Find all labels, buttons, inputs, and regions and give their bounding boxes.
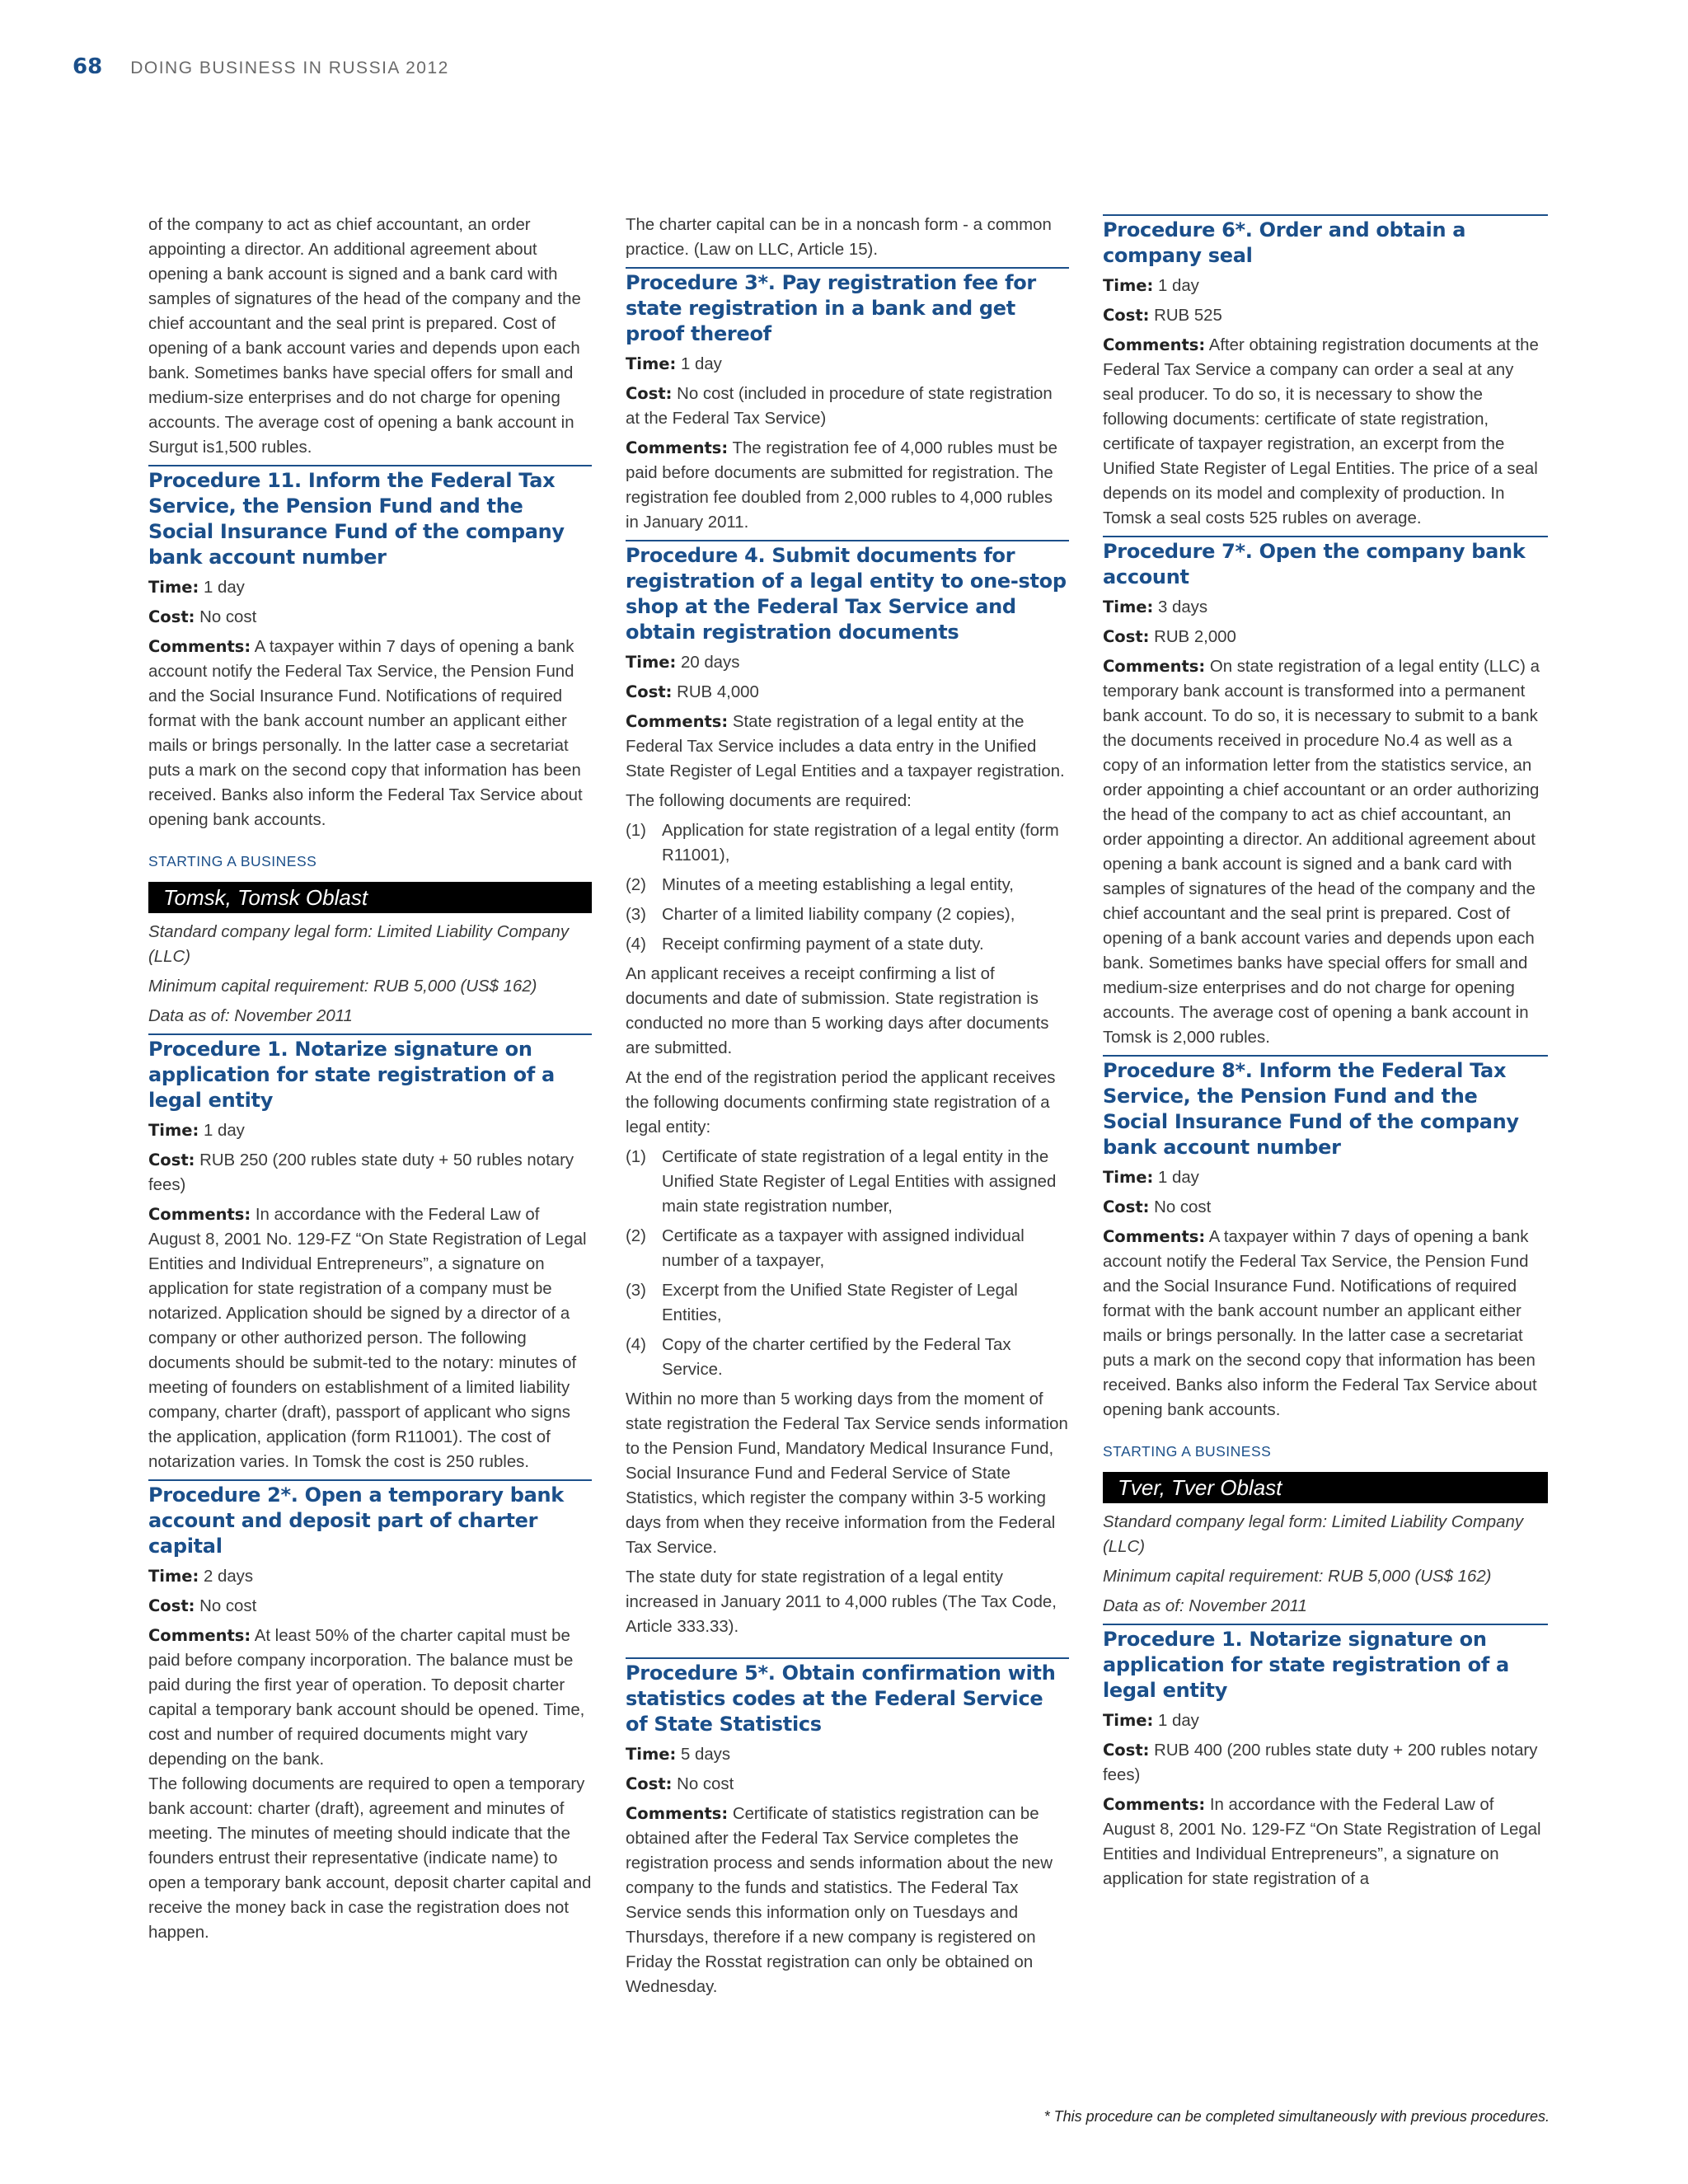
required-documents-list: [626, 818, 1069, 957]
procedure-6: [1103, 218, 1548, 531]
divider: [148, 465, 592, 466]
continued-text: of the company to act as chief accountant, an order appointing a director. An additional agreement about opening a bank account is signed and a bank card with samples of signatures of the head of the company and the chief accountant and the seal print is prepared. Cost of opening of a bank account varies and depends upon each bank. Sometimes banks have special offers for small and medium-size enterprises and do not charge for opening accounts. The average cost of opening a bank account in Surgut is1,500 rubles.: [148, 216, 581, 457]
body-text: An applicant receives a receipt confirming a list of documents and date of submission. State registration is conducted no more than 5 working days after documents are submitted.: [626, 965, 1049, 1057]
comments-row: [148, 1624, 592, 1772]
time-row: [148, 575, 592, 600]
cost-row: [1103, 1195, 1548, 1220]
time-label: Time:: [626, 653, 677, 672]
time-label: Time:: [148, 1567, 199, 1586]
comments-value: In accordance with the Federal Law of August 8, 2001 No. 129-FZ “On State Registration of Legal Entities and Individual Entrepreneurs”, a signature on application for state registration of a company must be notarized. Application should be signed by a director of a company or other authorized person. The following documents should be submit-ted to the notary: minutes of meeting of founders on establishment of a limited liability company, charter (draft), passport of applicant who signs the application, application (form R11001). The cost of notarization varies. In Tomsk the cost is 250 rubles.: [148, 1206, 587, 1471]
section-label: STARTING A BUSINESS: [148, 853, 317, 869]
procedure-1-tomsk: [148, 1037, 592, 1474]
data-date: Data as of: November 2011: [148, 1007, 353, 1025]
list-text: Application for state registration of a legal entity (form R11001),: [662, 822, 1059, 865]
time-value: 1 day: [204, 1122, 245, 1140]
divider: [626, 267, 1069, 269]
comments-label: Comments:: [1103, 335, 1206, 354]
cost-value: RUB 4,000: [677, 683, 759, 701]
legal-form: Standard company legal form: Limited Liability Company (LLC): [1103, 1513, 1524, 1556]
comments-value: The registration fee of 4,000 rubles must be paid before documents are submitted for registration. The registration fee doubled from 2,000 rubles to 4,000 rubles in January 2011.: [626, 439, 1057, 532]
time-row: [626, 352, 1069, 377]
time-value: 2 days: [204, 1568, 254, 1586]
body-text: Within no more than 5 working days from the moment of state registration the Federal Tax Service sends information to the Pension Fund, Mandatory Medical Insurance Fund, Social Insurance Fund and Federal Service of State Statistics, which register the company within 3-5 working days from when they receive information from the Federal Tax Service.: [626, 1390, 1068, 1557]
list-number: (3): [626, 1282, 646, 1300]
divider: [148, 1033, 592, 1035]
list-text: Minutes of a meeting establishing a legal entity,: [662, 876, 1014, 894]
page-number: 68: [73, 54, 103, 79]
cost-row: [148, 1148, 592, 1197]
comments-row: [626, 436, 1069, 535]
city-heading: Tomsk, Tomsk Oblast: [148, 882, 592, 913]
time-value: 3 days: [1158, 598, 1208, 616]
received-documents-list: [626, 1145, 1069, 1382]
cost-row: [148, 1594, 592, 1619]
legal-form: Standard company legal form: Limited Liability Company (LLC): [148, 923, 570, 966]
procedure-11: [148, 468, 592, 832]
time-value: 20 days: [681, 654, 740, 672]
cost-label: Cost:: [148, 1151, 195, 1169]
list-number: (2): [626, 1227, 646, 1245]
comments-value: On state registration of a legal entity (LLC) a temporary bank account is transformed into a permanent bank account. To do so, it is necessary to submit to a bank the documents received in procedure No.4 as well as a copy of an information letter from the statistics service, an order appointing a chief accountant or an order authorizing the head of the company to act as chief accountant, an order appointing a director. An additional agreement about opening a bank account is signed and a bank card with samples of signatures of the head of the company and the chief accountant and the seal print is prepared. Cost of opening of a bank account varies and depends upon each bank. Sometimes banks have special offers for small and medium-size enterprises and do not charge for opening accounts. The average cost of opening a bank account in Tomsk is 2,000 rubles.: [1103, 658, 1540, 1047]
continued-text: The charter capital can be in a noncash form - a common practice. (Law on LLC, Article 15).: [626, 216, 1052, 259]
city-heading: Tver, Tver Oblast: [1103, 1472, 1548, 1503]
time-value: 5 days: [681, 1746, 731, 1764]
procedure-title: Procedure 7*. Open the company bank account: [1103, 540, 1526, 588]
procedure-title: Procedure 4. Submit documents for registration of a legal entity to one-stop shop at the Federal Tax Service and obtain registration documents: [626, 544, 1067, 644]
cost-label: Cost:: [626, 1774, 673, 1793]
list-item: [626, 902, 1069, 927]
procedure-3: [626, 270, 1069, 535]
cost-value: RUB 400 (200 rubles state duty + 200 rubles notary fees): [1103, 1741, 1538, 1784]
time-value: 1 day: [1158, 277, 1199, 295]
procedure-8: [1103, 1058, 1548, 1422]
time-row: [626, 1742, 1069, 1767]
time-label: Time:: [626, 1745, 677, 1764]
list-item: [626, 1333, 1069, 1382]
list-number: (3): [626, 906, 646, 924]
comments-value: At least 50% of the charter capital must be paid before company incorporation. The balance must be paid during the first year of operation. To deposit charter capital a temporary bank account should be opened. Time, cost and number of required documents might vary depending on the bank.: [148, 1627, 585, 1769]
divider: [626, 1657, 1069, 1659]
comments-value: In accordance with the Federal Law of August 8, 2001 No. 129-FZ “On State Registration of Legal Entities and Individual Entrepreneurs”, a signature on application for state registration of a: [1103, 1796, 1541, 1888]
time-value: 1 day: [204, 579, 245, 597]
procedure-7: [1103, 539, 1548, 1050]
body-text: The state duty for state registration of a legal entity increased in January 2011 to 4,000 rubles (The Tax Code, Article 333.33).: [626, 1568, 1057, 1636]
list-number: (1): [626, 1148, 646, 1166]
cost-row: [1103, 1738, 1548, 1788]
time-row: [1103, 595, 1548, 620]
procedure-title: Procedure 3*. Pay registration fee for state registration in a bank and get proof thereof: [626, 271, 1036, 345]
procedure-2: [148, 1483, 592, 1945]
cost-value: No cost: [1154, 1198, 1212, 1216]
divider: [1103, 1055, 1548, 1057]
comments-label: Comments:: [626, 1804, 729, 1823]
list-number: (4): [626, 935, 646, 954]
procedure-title: Procedure 8*. Inform the Federal Tax Service, the Pension Fund and the Social Insurance Fund of the company bank account number: [1103, 1059, 1519, 1159]
cost-value: RUB 525: [1154, 307, 1222, 325]
list-number: (4): [626, 1336, 646, 1354]
body-text: The following documents are required to open a temporary bank account: charter (draft), agreement and minutes of meeting. The minutes of meeting should indicate that the founders entrust their representative (indicate name) to open a temporary bank account, deposit charter capital and receive the money back in case the registration does not happen.: [148, 1775, 592, 1942]
cost-value: No cost: [677, 1775, 734, 1793]
data-date: Data as of: November 2011: [1103, 1597, 1307, 1615]
min-capital: Minimum capital requirement: RUB 5,000 (US$ 162): [1103, 1568, 1492, 1586]
list-text: Receipt confirming payment of a state duty.: [662, 935, 984, 954]
cost-value: No cost: [199, 608, 257, 626]
cost-label: Cost:: [1103, 306, 1150, 325]
time-label: Time:: [148, 578, 199, 597]
cost-label: Cost:: [148, 1596, 195, 1615]
time-label: Time:: [1103, 276, 1154, 295]
divider: [1103, 536, 1548, 537]
body-text: At the end of the registration period the applicant receives the following documents confirming state registration of a legal entity:: [626, 1069, 1056, 1137]
column-1: [148, 213, 592, 1950]
list-item: [626, 932, 1069, 957]
list-intro: The following documents are required:: [626, 792, 912, 810]
comments-label: Comments:: [626, 438, 729, 457]
divider: [1103, 214, 1548, 216]
time-label: Time:: [1103, 598, 1154, 616]
list-item: [626, 1145, 1069, 1219]
time-value: 1 day: [1158, 1169, 1199, 1187]
min-capital: Minimum capital requirement: RUB 5,000 (US$ 162): [148, 977, 537, 996]
list-item: [626, 1278, 1069, 1328]
cost-label: Cost:: [626, 682, 673, 701]
comments-value: After obtaining registration documents at the Federal Tax Service a company can order a seal at any seal producer. To do so, it is necessary to show the following documents: certificate of state registration, certificate of taxpayer registration, an excerpt from the Unified State Register of Legal Entities. The price of a seal depends on its model and complexity of production. In Tomsk a seal costs 525 rubles on average.: [1103, 336, 1539, 527]
page-header: [73, 54, 449, 87]
procedure-1-tver: [1103, 1627, 1548, 1891]
cost-row: [148, 605, 592, 630]
list-text: Charter of a limited liability company (2 copies),: [662, 906, 1015, 924]
list-text: Copy of the charter certified by the Federal Tax Service.: [662, 1336, 1011, 1379]
list-number: (2): [626, 876, 646, 894]
cost-label: Cost:: [626, 384, 673, 403]
comments-row: [148, 635, 592, 832]
cost-value: No cost (included in procedure of state registration at the Federal Tax Service): [626, 385, 1053, 428]
list-text: Certificate as a taxpayer with assigned individual number of a taxpayer,: [662, 1227, 1025, 1270]
procedure-title: Procedure 11. Inform the Federal Tax Service, the Pension Fund and the Social Insurance Fund of the company bank account number: [148, 469, 565, 569]
cost-row: [626, 382, 1069, 431]
cost-value: RUB 250 (200 rubles state duty + 50 rubles notary fees): [148, 1151, 574, 1194]
divider: [148, 1479, 592, 1481]
publication-title: DOING BUSINESS IN RUSSIA 2012: [130, 59, 449, 77]
comments-value: Certificate of statistics registration can be obtained after the Federal Tax Service completes the registration process and sends information about the new company to the funds and statistics. The Federal Tax Service sends this information only on Tuesdays and Thursdays, therefore if a new company is registered on Friday the Rosstat registration can only be obtained on Wednesday.: [626, 1805, 1053, 1996]
time-value: 1 day: [681, 355, 722, 373]
comments-value: State registration of a legal entity at the Federal Tax Service includes a data entry in the Unified State Register of Legal Entities and a taxpayer registration.: [626, 713, 1065, 780]
column-2: [626, 213, 1069, 2004]
comments-label: Comments:: [148, 1626, 251, 1645]
time-row: [1103, 274, 1548, 298]
column-3: [1103, 213, 1548, 1896]
list-item: [626, 1224, 1069, 1273]
comments-row: [1103, 1793, 1548, 1891]
comments-value: A taxpayer within 7 days of opening a bank account notify the Federal Tax Service, the Pension Fund and the Social Insurance Fund. Notifications of required format with the bank account number an applicant either mails or brings personally. In the latter case a secretariat puts a mark on the second copy that information has been received. Banks also inform the Federal Tax Service about opening bank accounts.: [1103, 1228, 1537, 1419]
divider: [626, 540, 1069, 541]
procedure-title: Procedure 6*. Order and obtain a company seal: [1103, 218, 1466, 267]
cost-value: No cost: [199, 1597, 257, 1615]
divider: [1103, 1624, 1548, 1625]
comments-row: [1103, 1225, 1548, 1422]
comments-row: [626, 710, 1069, 784]
section-label: STARTING A BUSINESS: [1103, 1443, 1272, 1460]
comments-row: [1103, 333, 1548, 531]
comments-label: Comments:: [148, 1205, 251, 1224]
cost-row: [626, 680, 1069, 705]
comments-row: [148, 1202, 592, 1474]
procedure-title: Procedure 1. Notarize signature on application for state registration of a legal entity: [148, 1038, 555, 1112]
list-text: Certificate of state registration of a legal entity in the Unified State Register of Legal Entities with assigned main state registration number,: [662, 1148, 1057, 1216]
time-row: [1103, 1165, 1548, 1190]
procedure-4: [626, 543, 1069, 1639]
cost-row: [1103, 303, 1548, 328]
cost-value: RUB 2,000: [1154, 628, 1236, 646]
list-text: Excerpt from the Unified State Register of Legal Entities,: [662, 1282, 1018, 1324]
list-item: [626, 818, 1069, 868]
comments-row: [1103, 654, 1548, 1050]
comments-label: Comments:: [1103, 1795, 1206, 1814]
procedure-title: Procedure 5*. Obtain confirmation with statistics codes at the Federal Service of State Statistics: [626, 1661, 1056, 1736]
list-item: [626, 873, 1069, 898]
cost-label: Cost:: [148, 607, 195, 626]
procedure-title: Procedure 1. Notarize signature on application for state registration of a legal entity: [1103, 1628, 1509, 1702]
comments-label: Comments:: [1103, 657, 1206, 676]
list-number: (1): [626, 822, 646, 840]
cost-row: [1103, 625, 1548, 649]
procedure-5: [626, 1661, 1069, 1999]
comments-value: A taxpayer within 7 days of opening a bank account notify the Federal Tax Service, the Pension Fund and the Social Insurance Fund. Notifications of required format with the bank account number an applicant either mails or brings personally. In the latter case a secretariat puts a mark on the second copy that information has been received. Banks also inform the Federal Tax Service about opening bank accounts.: [148, 638, 583, 829]
comments-label: Comments:: [148, 637, 251, 656]
time-value: 1 day: [1158, 1712, 1199, 1730]
procedure-title: Procedure 2*. Open a temporary bank account and deposit part of charter capital: [148, 1483, 564, 1558]
cost-label: Cost:: [1103, 627, 1150, 646]
time-row: [626, 650, 1069, 675]
cost-label: Cost:: [1103, 1197, 1150, 1216]
cost-row: [626, 1772, 1069, 1797]
comments-row: [626, 1802, 1069, 1999]
footnote: * This procedure can be completed simultaneously with previous procedures.: [1043, 2108, 1550, 2125]
time-label: Time:: [1103, 1168, 1154, 1187]
time-label: Time:: [1103, 1711, 1154, 1730]
time-label: Time:: [148, 1121, 199, 1140]
comments-label: Comments:: [1103, 1227, 1206, 1246]
time-row: [148, 1118, 592, 1143]
time-label: Time:: [626, 354, 677, 373]
comments-label: Comments:: [626, 712, 729, 731]
time-row: [1103, 1708, 1548, 1733]
time-row: [148, 1564, 592, 1589]
cost-label: Cost:: [1103, 1741, 1150, 1760]
